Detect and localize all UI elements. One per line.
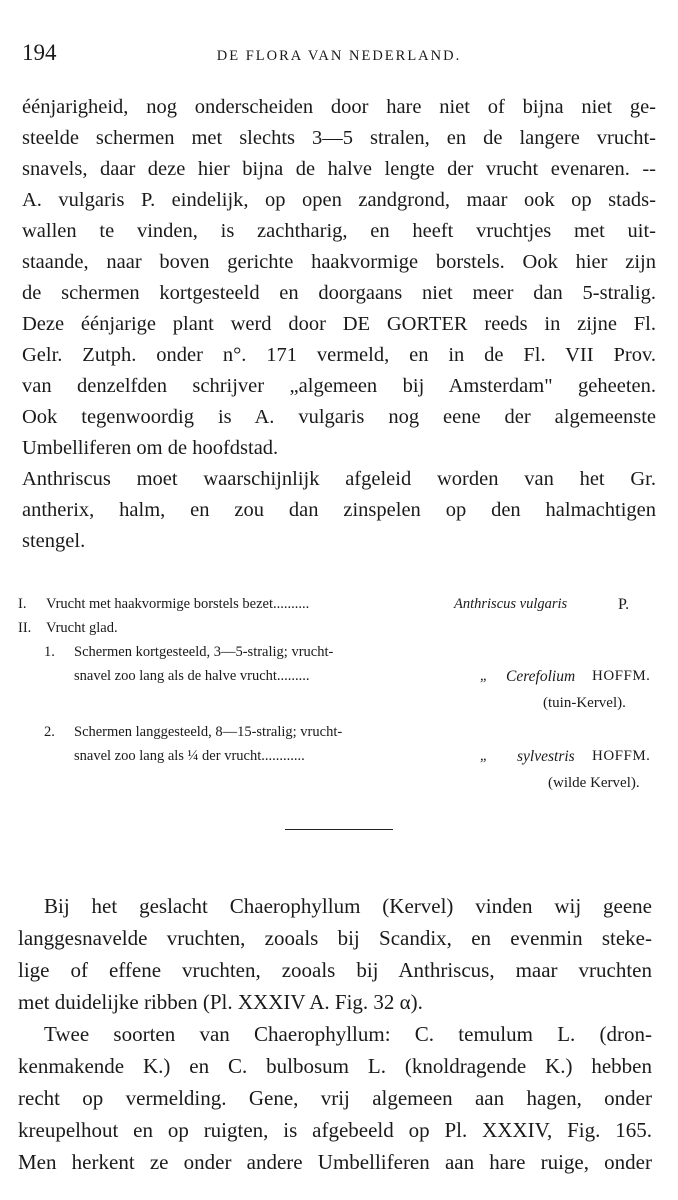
text-line: lige of effene vruchten, zooals bij Anthriscus, maar vruchten: [18, 958, 652, 982]
text-line: steelde schermen met slechts 3—5 stralen, en de langere vrucht-: [22, 127, 656, 149]
text-line: kenmakende K.) en C. bulbosum L. (knoldragende K.) hebben: [18, 1054, 652, 1078]
upper-paragraphs: [22, 92, 656, 557]
text-line: Twee soorten van Chaerophyllum: C. temulum L. (dron-: [44, 1022, 652, 1046]
text-line: de schermen kortgesteeld en doorgaans niet meer dan 5-stralig.: [22, 282, 656, 304]
key-row: [18, 620, 658, 644]
key-row: [18, 668, 658, 692]
text-line: Deze éénjarige plant werd door DE GORTER reeds in zijne Fl.: [22, 313, 656, 335]
text-line: antherix, halm, en zou dan zinspelen op den halmachtigen: [22, 499, 656, 521]
key-author: HOFFM.: [592, 668, 651, 684]
key-text: Schermen kortgesteeld, 3—5-stralig; vrucht-: [74, 644, 334, 660]
text-line: wallen te vinden, is zachtharig, en heeft vruchtjes met uit-: [22, 220, 656, 242]
section-divider: [285, 829, 393, 830]
key-taxon: sylvestris: [517, 748, 575, 765]
text-line: Men herkent ze onder andere Umbelliferen aan hare ruige, onder: [18, 1150, 652, 1174]
text-line: Umbelliferen om de hoofdstad.: [22, 437, 279, 459]
lower-paragraphs: [18, 890, 652, 1178]
key-row: [18, 596, 658, 620]
key-common-name: (tuin-Kervel).: [543, 695, 626, 711]
text-line: A. vulgaris P. eindelijk, op open zandgrond, maar ook op stads-: [22, 189, 656, 211]
key-text: snavel zoo lang als ¼ der vrucht............: [74, 748, 305, 764]
page-header: [22, 40, 656, 70]
key-taxon: Anthriscus vulgaris: [454, 596, 568, 612]
key-author: HOFFM.: [592, 748, 651, 764]
text-line: van denzelfden schrijver „algemeen bij Amsterdam" geheeten.: [22, 375, 656, 397]
key-number: I.: [18, 596, 27, 612]
key-row: [18, 644, 658, 668]
text-line: met duidelijke ribben (Pl. XXXIV A. Fig. 32 α).: [18, 990, 423, 1014]
key-number: 2.: [44, 724, 55, 740]
key-ditto: „: [480, 748, 487, 764]
key-author: P.: [618, 596, 630, 613]
text-line: Gelr. Zutph. onder n°. 171 vermeld, en in de Fl. VII Prov.: [22, 344, 656, 366]
running-title: DE FLORA VAN NEDERLAND.: [216, 48, 462, 64]
key-common-name: (wilde Kervel).: [548, 775, 640, 791]
text-line: snavels, daar deze hier bijna de halve lengte der vrucht evenaren. --: [22, 158, 656, 180]
key-number: 1.: [44, 644, 55, 660]
key-text: Schermen langgesteeld, 8—15-stralig; vrucht-: [74, 724, 343, 740]
text-line: Ook tegenwoordig is A. vulgaris nog eene der algemeenste: [22, 406, 656, 428]
text-line: éénjarigheid, nog onderscheiden door hare niet of bijna niet ge-: [22, 96, 656, 118]
key-row: [18, 748, 658, 772]
text-line: staande, naar boven gerichte haakvormige borstels. Ook hier zijn: [22, 251, 656, 273]
text-line: recht op vermelding. Gene, vrij algemeen aan hagen, onder: [18, 1086, 652, 1110]
key-ditto: „: [480, 668, 487, 684]
key-number: II.: [18, 620, 32, 636]
key-text: Vrucht glad.: [46, 620, 118, 636]
key-row: [18, 775, 658, 799]
text-line: Bij het geslacht Chaerophyllum (Kervel) vinden wij geene: [44, 894, 652, 918]
key-text: snavel zoo lang als de halve vrucht.........: [74, 668, 310, 684]
key-taxon: Cerefolium: [506, 668, 576, 685]
key-row: [18, 724, 658, 748]
text-line: Anthriscus moet waarschijnlijk afgeleid worden van het Gr.: [22, 468, 656, 490]
page-number: 194: [22, 40, 57, 65]
text-line: stengel.: [22, 530, 86, 552]
key-row: [18, 695, 658, 719]
text-line: kreupelhout en op ruigten, is afgebeeld op Pl. XXXIV, Fig. 165.: [18, 1118, 652, 1142]
key-text: Vrucht met haakvormige borstels bezet..........: [46, 596, 310, 612]
text-line: langgesnavelde vruchten, zooals bij Scandix, en evenmin steke-: [18, 926, 652, 950]
